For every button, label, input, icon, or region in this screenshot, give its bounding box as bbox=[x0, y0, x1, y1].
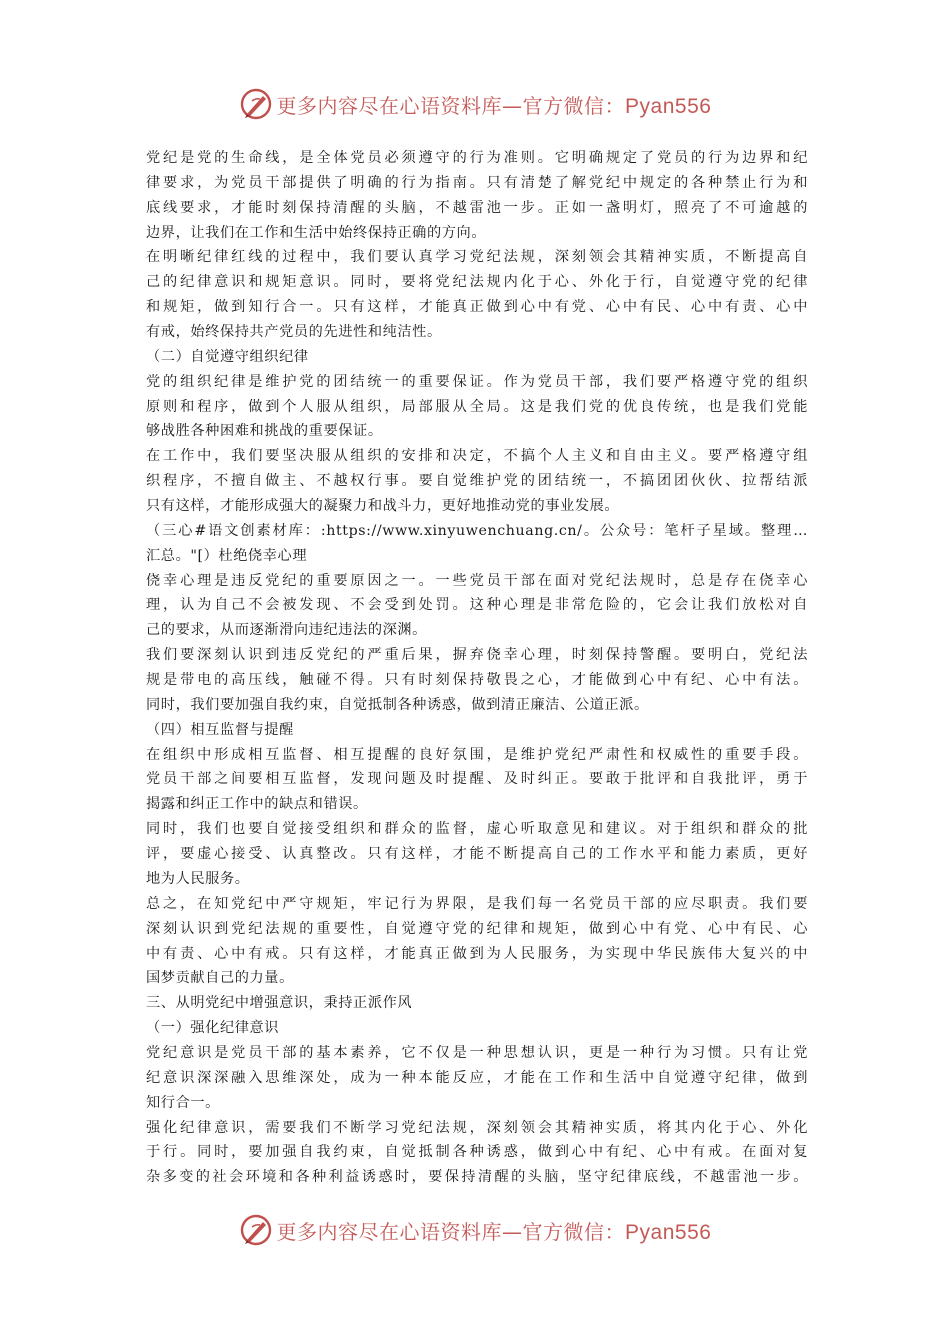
header-text bbox=[277, 90, 712, 119]
text-line: 己的纪律意识和规矩意识。同时，要将党纪法规内化于心、外化于行，自觉遵守党的纪律 bbox=[146, 274, 808, 291]
text-line: 原则和程序，做到个人服从组织，局部服从全局。这是我们党的优良传统，也是我们党能 bbox=[146, 398, 808, 415]
text-line: 于行。同时，要加强自我约束，自觉抵制各种诱惑，做到心中有纪、心中有戒。在面对复 bbox=[146, 1144, 808, 1161]
text-line: 律要求，为党员干部提供了明确的行为指南。只有清楚了解党纪中规定的各种禁止行为和 bbox=[146, 174, 808, 191]
footer-brand: 更多内容尽在心语资料库 bbox=[276, 1219, 503, 1244]
header-banner bbox=[0, 84, 950, 124]
text-line: 党员干部之间要相互监督，发现问题及时提醒、及时纠正。要敢于批评和自我批评，勇于 bbox=[146, 771, 808, 788]
text-line: 汇总。"[）杜绝侥幸心理 bbox=[146, 547, 308, 564]
footer-banner bbox=[0, 1210, 950, 1250]
text-line: 同时，我们也要自觉接受组织和群众的监督，虚心听取意见和建议。对于组织和群众的批 bbox=[146, 821, 808, 838]
text-line: 规是带电的高压线，触碰不得。只有时刻保持敬畏之心，才能做到心中有纪、心中有法。 bbox=[146, 672, 808, 689]
text-line: 在组织中形成相互监督、相互提醒的良好氛围，是维护党纪严肃性和权威性的重要手段。 bbox=[146, 746, 808, 763]
text-line: 党纪意识是党员干部的基本素养，它不仅是一种思想认识，更是一种行为习惯。只有让党 bbox=[146, 1044, 808, 1061]
footer-wechat-id: Pyan556 bbox=[625, 1220, 712, 1244]
text-line: 只有这样，才能形成强大的凝聚力和战斗力，更好地推动党的事业发展。 bbox=[146, 498, 620, 515]
text-line: 党纪是党的生命线，是全体党员必须遵守的行为准则。它明确规定了党员的行为边界和纪 bbox=[146, 150, 808, 166]
text-line: 国梦贡献自己的力量。 bbox=[146, 970, 294, 987]
footer-wechat-label: 官方微信： bbox=[522, 1219, 626, 1244]
header-separator: — bbox=[502, 93, 523, 118]
text-line: 侥幸心理是违反党纪的重要原因之一。一些党员干部在面对党纪法规时，总是存在侥幸心 bbox=[146, 572, 808, 589]
text-line: 知行合一。 bbox=[146, 1094, 220, 1111]
text-line: 同时，我们要加强自我约束，自觉抵制各种诱惑，做到清正廉洁、公道正派。 bbox=[146, 696, 649, 713]
text-line: （二）自觉遵守组织纪律 bbox=[146, 348, 309, 365]
footer-text bbox=[277, 1216, 712, 1245]
pen-logo-icon bbox=[239, 87, 273, 121]
text-line: 强化纪律意识，需要我们不断学习党纪法规，深刻领会其精神实质，将其内化于心、外化 bbox=[146, 1119, 808, 1136]
text-line: 和规矩，做到知行合一。只有这样，才能真正做到心中有党、心中有民、心中有责、心中 bbox=[146, 299, 808, 316]
text-line: 边界，让我们在工作和生活中始终保持正确的方向。 bbox=[146, 224, 487, 241]
document-body bbox=[146, 146, 808, 1190]
text-line: 深刻认识到党纪法规的重要性，自觉遵守党的纪律和规矩，做到心中有党、心中有民、心 bbox=[146, 920, 808, 937]
text-line: 三、从明党纪中增强意识，秉持正派作风 bbox=[146, 995, 413, 1012]
text-line: 在工作中，我们要坚决服从组织的安排和决定，不搞个人主义和自由主义。要严格遵守组 bbox=[146, 448, 808, 465]
text-line: （三心#语文创素材库：:https://www.xinyuwenchuang.cn/。公众号：笔杆子星域。整理… bbox=[146, 522, 808, 539]
text-line: （四）相互监督与提醒 bbox=[146, 721, 294, 738]
text-line: 我们要深刻认识到违反党纪的严重后果，摒弃侥幸心理，时刻保持警醒。要明白，党纪法 bbox=[146, 647, 808, 664]
text-line: 有戒，始终保持共产党员的先进性和纯洁性。 bbox=[146, 324, 442, 341]
pen-logo-icon bbox=[239, 1213, 273, 1247]
text-line: 理，认为自己不会被发现、不会受到处罚。这种心理是非常危险的，它会让我们放松对自 bbox=[146, 597, 808, 614]
text-line: 总之，在知党纪中严守规矩，牢记行为界限，是我们每一名党员干部的应尽职责。我们要 bbox=[146, 895, 808, 912]
text-line: 杂多变的社会环境和各种利益诱惑时，要保持清醒的头脑，坚守纪律底线，不越雷池一步。 bbox=[146, 1169, 808, 1186]
text-line: 够战胜各种困难和挑战的重要保证。 bbox=[146, 423, 383, 440]
text-line: 底线要求，才能时刻保持清醒的头脑，不越雷池一步。正如一盏明灯，照亮了不可逾越的 bbox=[146, 199, 808, 216]
text-line: 揭露和纠正工作中的缺点和错误。 bbox=[146, 796, 368, 813]
header-brand: 更多内容尽在心语资料库 bbox=[276, 93, 503, 118]
text-line: （一）强化纪律意识 bbox=[146, 1020, 280, 1037]
text-line: 党的组织纪律是维护党的团结统一的重要保证。作为党员干部，我们要严格遵守党的组织 bbox=[146, 373, 808, 390]
text-line: 纪意识深深融入思维深处，成为一种本能反应，才能在工作和生活中自觉遵守纪律，做到 bbox=[146, 1069, 808, 1086]
text-line: 评，要虚心接受、认真整改。只有这样，才能不断提高自己的工作水平和能力素质，更好 bbox=[146, 846, 808, 863]
text-line: 织程序，不擅自做主、不越权行事。要自觉维护党的团结统一，不搞团团伙伙、拉帮结派 bbox=[146, 473, 808, 490]
text-line: 中有责、心中有戒。只有这样，才能真正做到为人民服务，为实现中华民族伟大复兴的中 bbox=[146, 945, 808, 962]
text-line: 地为人民服务。 bbox=[146, 870, 250, 887]
footer-separator: — bbox=[502, 1219, 523, 1244]
header-wechat-label: 官方微信： bbox=[522, 93, 626, 118]
text-line: 己的要求，从而逐渐滑向违纪违法的深渊。 bbox=[146, 622, 427, 639]
text-line: 在明晰纪律红线的过程中，我们要认真学习党纪法规，深刻领会其精神实质，不断提高自 bbox=[146, 249, 808, 266]
header-wechat-id: Pyan556 bbox=[625, 94, 712, 118]
